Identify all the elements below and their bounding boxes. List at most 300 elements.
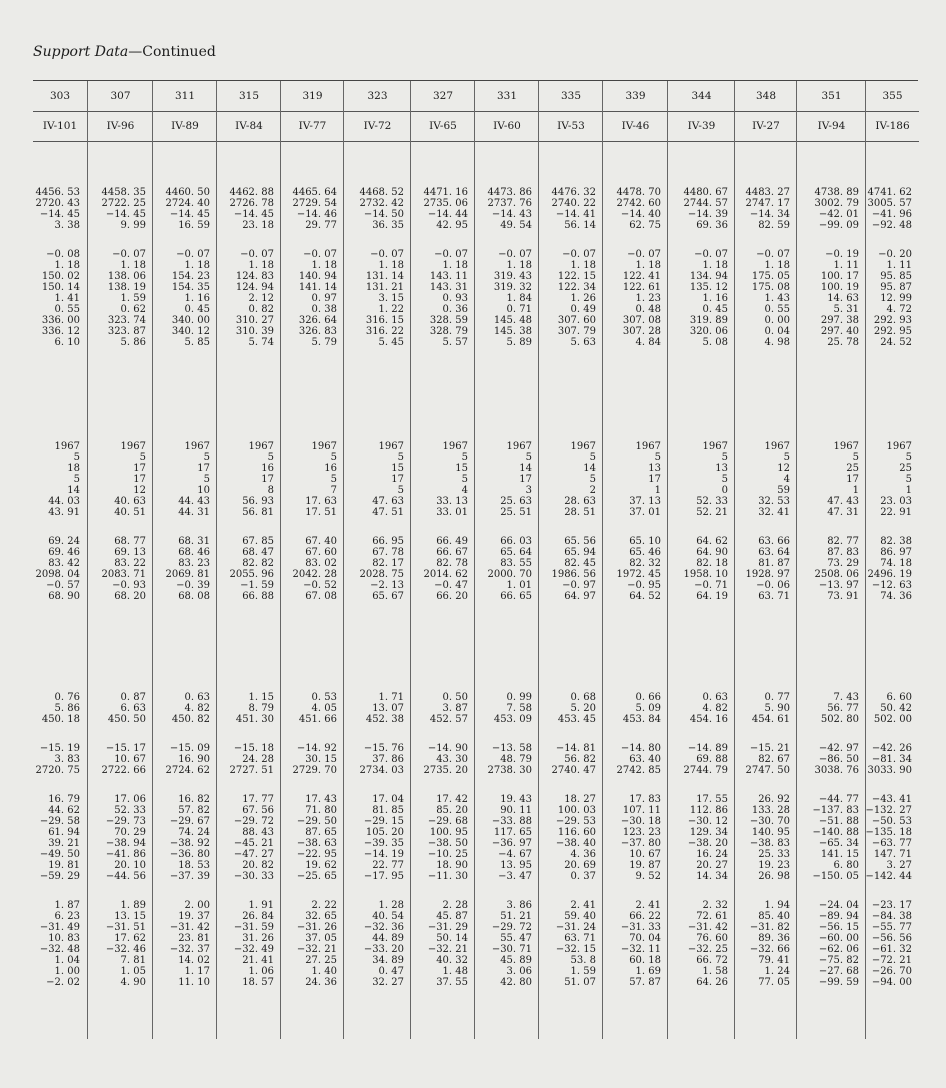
table-cell: 1967 — [635, 441, 661, 452]
table-cell: 5 — [330, 452, 337, 463]
table-cell: 1967 — [54, 441, 80, 452]
table-cell: 4471. 16 — [423, 187, 468, 198]
table-cell: 74. 24 — [178, 827, 210, 838]
table-cell: 59. 40 — [564, 911, 596, 922]
table-cell: 5 — [589, 474, 596, 485]
table-cell: 326. 83 — [298, 326, 337, 337]
table-cell: 79. 41 — [758, 955, 790, 966]
table-cell: 100. 95 — [429, 827, 468, 838]
table-cell: −31. 24 — [555, 922, 596, 933]
table-cell: 323. 87 — [107, 326, 146, 337]
table-cell: −32. 15 — [555, 944, 596, 955]
table-cell: 129. 34 — [689, 827, 728, 838]
table-cell: 5 — [397, 452, 404, 463]
column-id: IV-89 — [153, 111, 217, 142]
table-cell: 1. 18 — [311, 260, 337, 271]
table-cell: 47. 43 — [827, 496, 859, 507]
table-cell: 2738. 30 — [487, 765, 532, 776]
table-cell: 18. 27 — [564, 794, 596, 805]
table-cell: −14. 43 — [491, 209, 532, 220]
caption-title: Support Data — [33, 44, 129, 60]
table-cell: −99. 59 — [818, 977, 859, 988]
table-cell: 175. 05 — [751, 271, 790, 282]
table-cell: 292. 95 — [873, 326, 912, 337]
table-cell: 0. 38 — [311, 304, 337, 315]
table-cell: 48. 79 — [500, 754, 532, 765]
table-cell: 82. 82 — [242, 558, 274, 569]
table-cell: 16. 79 — [48, 794, 80, 805]
table-cell: 5 — [203, 452, 210, 463]
table-cell: 17 — [648, 474, 661, 485]
table-cell: 452. 57 — [429, 714, 468, 725]
table-cell: 502. 00 — [873, 714, 912, 725]
table-cell: −0. 52 — [303, 580, 337, 591]
table-cell: 17 — [846, 474, 859, 485]
table-cell: 3. 87 — [442, 703, 468, 714]
table-cell: 66. 72 — [696, 955, 728, 966]
table-cell: 37. 86 — [372, 754, 404, 765]
table-cell: −15. 19 — [39, 743, 80, 754]
table-cell: −31. 59 — [233, 922, 274, 933]
table-cell: 43. 91 — [48, 507, 80, 518]
table-cell: 17. 62 — [114, 933, 146, 944]
table-cell: −15. 76 — [363, 743, 404, 754]
column-311 — [152, 81, 217, 1039]
table-cell: 133. 28 — [751, 805, 790, 816]
table-cell: 0. 77 — [764, 692, 790, 703]
table-cell: 4473. 86 — [487, 187, 532, 198]
table-cell: 9. 52 — [635, 871, 661, 882]
table-cell: −14. 41 — [555, 209, 596, 220]
table-cell: 454. 61 — [751, 714, 790, 725]
table-cell: −14. 50 — [363, 209, 404, 220]
table-cell: 1. 18 — [54, 260, 80, 271]
table-cell: −30. 12 — [687, 816, 728, 827]
table-cell: 65. 56 — [564, 536, 596, 547]
table-cell: −27. 68 — [818, 966, 859, 977]
table-cell: −56. 56 — [871, 933, 912, 944]
table-cell: −30. 70 — [749, 816, 790, 827]
table-cell: 63. 66 — [758, 536, 790, 547]
column-number: 339 — [603, 81, 668, 112]
table-cell: 24. 28 — [242, 754, 274, 765]
table-cell: −12. 63 — [871, 580, 912, 591]
table-cell: 17 — [261, 474, 274, 485]
table-cell: 44. 31 — [178, 507, 210, 518]
table-cell: 26. 84 — [242, 911, 274, 922]
table-cell: 70. 04 — [629, 933, 661, 944]
table-cell: 25 — [899, 463, 912, 474]
table-cell: −36. 80 — [169, 849, 210, 860]
table-cell: 0. 45 — [184, 304, 210, 315]
table-cell: 3033. 90 — [867, 765, 912, 776]
table-cell: 5 — [525, 452, 532, 463]
table-cell: −14. 46 — [296, 209, 337, 220]
table-cell: 0. 71 — [506, 304, 532, 315]
table-cell: 40. 32 — [436, 955, 468, 966]
table-cell: −14. 34 — [749, 209, 790, 220]
table-cell: 5. 63 — [570, 337, 596, 348]
table-cell: 19. 87 — [629, 860, 661, 871]
table-cell: 2. 22 — [311, 900, 337, 911]
table-cell: 328. 79 — [429, 326, 468, 337]
table-cell: −0. 08 — [46, 249, 80, 260]
table-cell: −30. 33 — [233, 871, 274, 882]
table-cell: −38. 83 — [749, 838, 790, 849]
table-cell: 16 — [324, 463, 337, 474]
table-cell: 0. 55 — [54, 304, 80, 315]
table-cell: −0. 07 — [498, 249, 532, 260]
table-cell: −62. 06 — [818, 944, 859, 955]
table-cell: 2729. 54 — [292, 198, 337, 209]
table-cell: 18 — [67, 463, 80, 474]
table-cell: 1986. 56 — [551, 569, 596, 580]
table-cell: 1. 87 — [54, 900, 80, 911]
table-cell: 5 — [330, 474, 337, 485]
table-cell: 0. 62 — [120, 304, 146, 315]
table-cell: 66. 03 — [500, 536, 532, 547]
table-cell: 451. 30 — [235, 714, 274, 725]
table-cell: 8. 79 — [248, 703, 274, 714]
table-cell: 2734. 03 — [359, 765, 404, 776]
table-cell: 74. 18 — [880, 558, 912, 569]
table-cell: 2732. 42 — [359, 198, 404, 209]
table-cell: 12 — [133, 485, 146, 496]
table-cell: −0. 19 — [825, 249, 859, 260]
table-cell: 85. 40 — [758, 911, 790, 922]
table-cell: 1. 17 — [184, 966, 210, 977]
table-cell: 60. 18 — [629, 955, 661, 966]
table-cell: 112. 86 — [689, 805, 728, 816]
table-cell: 74. 36 — [880, 591, 912, 602]
table-cell: −1. 59 — [240, 580, 274, 591]
table-cell: 1. 24 — [764, 966, 790, 977]
table-cell: 42. 80 — [500, 977, 532, 988]
table-cell: 124. 94 — [235, 282, 274, 293]
table-cell: 25 — [846, 463, 859, 474]
table-cell: 25. 78 — [827, 337, 859, 348]
column-id: IV-94 — [797, 111, 866, 142]
table-cell: 81. 85 — [372, 805, 404, 816]
column-id: IV-46 — [603, 111, 668, 142]
table-cell: −31. 42 — [687, 922, 728, 933]
table-cell: 85. 20 — [436, 805, 468, 816]
table-cell: 18. 90 — [436, 860, 468, 871]
table-cell: −14. 81 — [555, 743, 596, 754]
table-cell: 5. 89 — [506, 337, 532, 348]
table-cell: 68. 08 — [178, 591, 210, 602]
table-cell: 141. 14 — [298, 282, 337, 293]
table-cell: −14. 80 — [620, 743, 661, 754]
column-number: 348 — [735, 81, 797, 112]
table-cell: 2098. 04 — [35, 569, 80, 580]
table-cell: −13. 97 — [818, 580, 859, 591]
table-cell: 5 — [203, 474, 210, 485]
table-cell: 62. 75 — [629, 220, 661, 231]
table-cell: 26. 98 — [758, 871, 790, 882]
table-cell: 1. 94 — [764, 900, 790, 911]
table-cell: 2735. 20 — [423, 765, 468, 776]
table-cell: −29. 58 — [39, 816, 80, 827]
table-cell: 0. 66 — [635, 692, 661, 703]
table-cell: 3. 27 — [886, 860, 912, 871]
column-335 — [538, 81, 603, 1039]
table-cell: 0. 00 — [764, 315, 790, 326]
table-cell: 3005. 57 — [867, 198, 912, 209]
table-cell: −0. 71 — [694, 580, 728, 591]
table-cell: 23. 03 — [880, 496, 912, 507]
table-cell: 56. 82 — [564, 754, 596, 765]
table-cell: 5 — [852, 452, 859, 463]
table-cell: 4462. 88 — [229, 187, 274, 198]
table-cell: 141. 15 — [820, 849, 859, 860]
table-cell: 2042. 28 — [292, 569, 337, 580]
table-cell: 319. 32 — [493, 282, 532, 293]
table-cell: 56. 77 — [827, 703, 859, 714]
table-cell: 19. 43 — [500, 794, 532, 805]
table-cell: 2496. 19 — [867, 569, 912, 580]
table-cell: 4 — [461, 485, 468, 496]
table-cell: −32. 11 — [620, 944, 661, 955]
table-cell: −137. 83 — [812, 805, 859, 816]
column-number: 307 — [88, 81, 153, 112]
table-cell: 68. 31 — [178, 536, 210, 547]
table-cell: 69. 46 — [48, 547, 80, 558]
table-cell: 24. 36 — [305, 977, 337, 988]
table-cell: 64. 90 — [696, 547, 728, 558]
table-cell: −14. 39 — [687, 209, 728, 220]
table-cell: 47. 63 — [372, 496, 404, 507]
table-cell: 86. 97 — [880, 547, 912, 558]
column-id: IV-53 — [539, 111, 603, 142]
table-cell: 69. 88 — [696, 754, 728, 765]
table-cell: 1. 18 — [635, 260, 661, 271]
table-cell: 83. 42 — [48, 558, 80, 569]
table-cell: 1967 — [702, 441, 728, 452]
table-cell: 17 — [391, 474, 404, 485]
table-cell: 67. 40 — [305, 536, 337, 547]
table-cell: 1. 18 — [570, 260, 596, 271]
table-cell: 0. 37 — [570, 871, 596, 882]
table-cell: 65. 46 — [629, 547, 661, 558]
table-cell: 124. 83 — [235, 271, 274, 282]
table-cell: 143. 11 — [429, 271, 468, 282]
table-cell: −4. 67 — [498, 849, 532, 860]
table-cell: −29. 67 — [169, 816, 210, 827]
table-cell: 4. 82 — [184, 703, 210, 714]
table-cell: 82. 45 — [564, 558, 596, 569]
table-cell: 2729. 70 — [292, 765, 337, 776]
table-cell: −38. 50 — [427, 838, 468, 849]
table-cell: 138. 19 — [107, 282, 146, 293]
table-cell: 122. 41 — [622, 271, 661, 282]
table-cell: −44. 77 — [818, 794, 859, 805]
table-cell: 44. 62 — [48, 805, 80, 816]
table-cell: 57. 82 — [178, 805, 210, 816]
table-cell: 1967 — [311, 441, 337, 452]
table-cell: 82. 32 — [629, 558, 661, 569]
table-cell: 2724. 40 — [165, 198, 210, 209]
table-cell: 65. 10 — [629, 536, 661, 547]
table-cell: 4. 36 — [570, 849, 596, 860]
column-id: IV-77 — [281, 111, 344, 142]
table-cell: 0. 47 — [378, 966, 404, 977]
table-cell: 3. 83 — [54, 754, 80, 765]
table-cell: 73. 29 — [827, 558, 859, 569]
table-cell: 5. 45 — [378, 337, 404, 348]
table-cell: 2740. 47 — [551, 765, 596, 776]
table-cell: 1. 43 — [764, 293, 790, 304]
table-cell: 319. 43 — [493, 271, 532, 282]
table-cell: 4738. 89 — [814, 187, 859, 198]
table-cell: 18. 57 — [242, 977, 274, 988]
table-cell: 1. 18 — [120, 260, 146, 271]
table-cell: 63. 71 — [758, 591, 790, 602]
table-cell: 27. 25 — [305, 955, 337, 966]
table-cell: −32. 37 — [169, 944, 210, 955]
table-cell: 1. 05 — [120, 966, 146, 977]
table-cell: 15 — [455, 463, 468, 474]
table-cell: 1967 — [833, 441, 859, 452]
table-cell: 14 — [67, 485, 80, 496]
table-cell: 17. 42 — [436, 794, 468, 805]
table-cell: 25. 63 — [500, 496, 532, 507]
table-cell: 2. 00 — [184, 900, 210, 911]
column-id: IV-101 — [33, 111, 87, 142]
table-cell: −33. 20 — [363, 944, 404, 955]
table-cell: 76. 60 — [696, 933, 728, 944]
table-cell: 51. 07 — [564, 977, 596, 988]
table-cell: −29. 72 — [233, 816, 274, 827]
table-cell: 22. 77 — [372, 860, 404, 871]
table-cell: −99. 09 — [818, 220, 859, 231]
table-cell: 20. 27 — [696, 860, 728, 871]
table-cell: 28. 63 — [564, 496, 596, 507]
table-cell: 7. 43 — [833, 692, 859, 703]
table-cell: 17 — [519, 474, 532, 485]
table-cell: 65. 64 — [500, 547, 532, 558]
table-cell: 65. 67 — [372, 591, 404, 602]
table-cell: 5 — [721, 474, 728, 485]
table-cell: −15. 09 — [169, 743, 210, 754]
table-cell: 87. 65 — [305, 827, 337, 838]
table-cell: −14. 45 — [233, 209, 274, 220]
table-cell: 4. 72 — [886, 304, 912, 315]
table-cell: 57. 87 — [629, 977, 661, 988]
table-cell: −142. 44 — [865, 871, 912, 882]
table-cell: 4483. 27 — [745, 187, 790, 198]
table-cell: 17 — [133, 463, 146, 474]
table-cell: −31. 29 — [427, 922, 468, 933]
table-cell: 1. 16 — [702, 293, 728, 304]
table-cell: 66. 49 — [436, 536, 468, 547]
table-cell: 450. 18 — [41, 714, 80, 725]
table-cell: 2724. 62 — [165, 765, 210, 776]
table-cell: 20. 82 — [242, 860, 274, 871]
table-cell: 32. 65 — [305, 911, 337, 922]
column-number: 315 — [217, 81, 281, 112]
table-cell: 5 — [721, 452, 728, 463]
table-cell: −37. 80 — [620, 838, 661, 849]
table-cell: 5 — [783, 452, 790, 463]
table-cell: −92. 48 — [871, 220, 912, 231]
table-cell: 19. 23 — [758, 860, 790, 871]
table-cell: 14 — [583, 463, 596, 474]
table-cell: −59. 29 — [39, 871, 80, 882]
column-number: 331 — [475, 81, 539, 112]
table-cell: 40. 63 — [114, 496, 146, 507]
table-caption — [33, 44, 216, 60]
table-cell: −0. 20 — [878, 249, 912, 260]
table-cell: 0. 36 — [442, 304, 468, 315]
table-cell: 1. 58 — [702, 966, 728, 977]
table-cell: 328. 59 — [429, 315, 468, 326]
table-cell: 29. 77 — [305, 220, 337, 231]
table-cell: 0. 99 — [506, 692, 532, 703]
table-cell: −0. 07 — [756, 249, 790, 260]
table-cell: 43. 30 — [436, 754, 468, 765]
table-cell: 14. 63 — [827, 293, 859, 304]
table-cell: 2726. 78 — [229, 198, 274, 209]
table-cell: 1. 48 — [442, 966, 468, 977]
column-number: 311 — [153, 81, 217, 112]
table-cell: 40. 54 — [372, 911, 404, 922]
table-cell: 63. 40 — [629, 754, 661, 765]
table-cell: 122. 15 — [557, 271, 596, 282]
table-cell: 2735. 06 — [423, 198, 468, 209]
table-cell: 89. 36 — [758, 933, 790, 944]
table-cell: 0 — [721, 485, 728, 496]
table-cell: −15. 21 — [749, 743, 790, 754]
table-cell: −41. 86 — [105, 849, 146, 860]
table-cell: 17 — [197, 463, 210, 474]
table-cell: 1. 59 — [570, 966, 596, 977]
table-cell: −24. 04 — [818, 900, 859, 911]
table-cell: 52. 33 — [114, 805, 146, 816]
table-cell: 56. 14 — [564, 220, 596, 231]
table-cell: 45. 89 — [500, 955, 532, 966]
table-cell: 5 — [589, 452, 596, 463]
table-cell: 20. 10 — [114, 860, 146, 871]
table-cell: 34. 89 — [372, 955, 404, 966]
table-cell: 3002. 79 — [814, 198, 859, 209]
table-cell: 56. 81 — [242, 507, 274, 518]
table-cell: 12. 99 — [880, 293, 912, 304]
table-cell: 67. 85 — [242, 536, 274, 547]
table-cell: −14. 90 — [427, 743, 468, 754]
table-cell: 5 — [461, 474, 468, 485]
table-cell: 135. 12 — [689, 282, 728, 293]
table-cell: 82. 78 — [436, 558, 468, 569]
table-cell: 310. 27 — [235, 315, 274, 326]
table-cell: 10. 83 — [48, 933, 80, 944]
table-cell: 0. 50 — [442, 692, 468, 703]
table-cell: 66. 95 — [372, 536, 404, 547]
table-cell: −32. 49 — [233, 944, 274, 955]
table-cell: 7. 81 — [120, 955, 146, 966]
table-cell: 5 — [267, 452, 274, 463]
table-cell: −43. 41 — [871, 794, 912, 805]
table-cell: 37. 05 — [305, 933, 337, 944]
table-cell: 1. 15 — [248, 692, 274, 703]
table-cell: −14. 45 — [39, 209, 80, 220]
column-339 — [602, 81, 668, 1039]
table-cell: 5. 31 — [833, 304, 859, 315]
table-cell: −2. 02 — [46, 977, 80, 988]
column-344 — [667, 81, 735, 1039]
table-cell: 1967 — [184, 441, 210, 452]
table-cell: −29. 68 — [427, 816, 468, 827]
